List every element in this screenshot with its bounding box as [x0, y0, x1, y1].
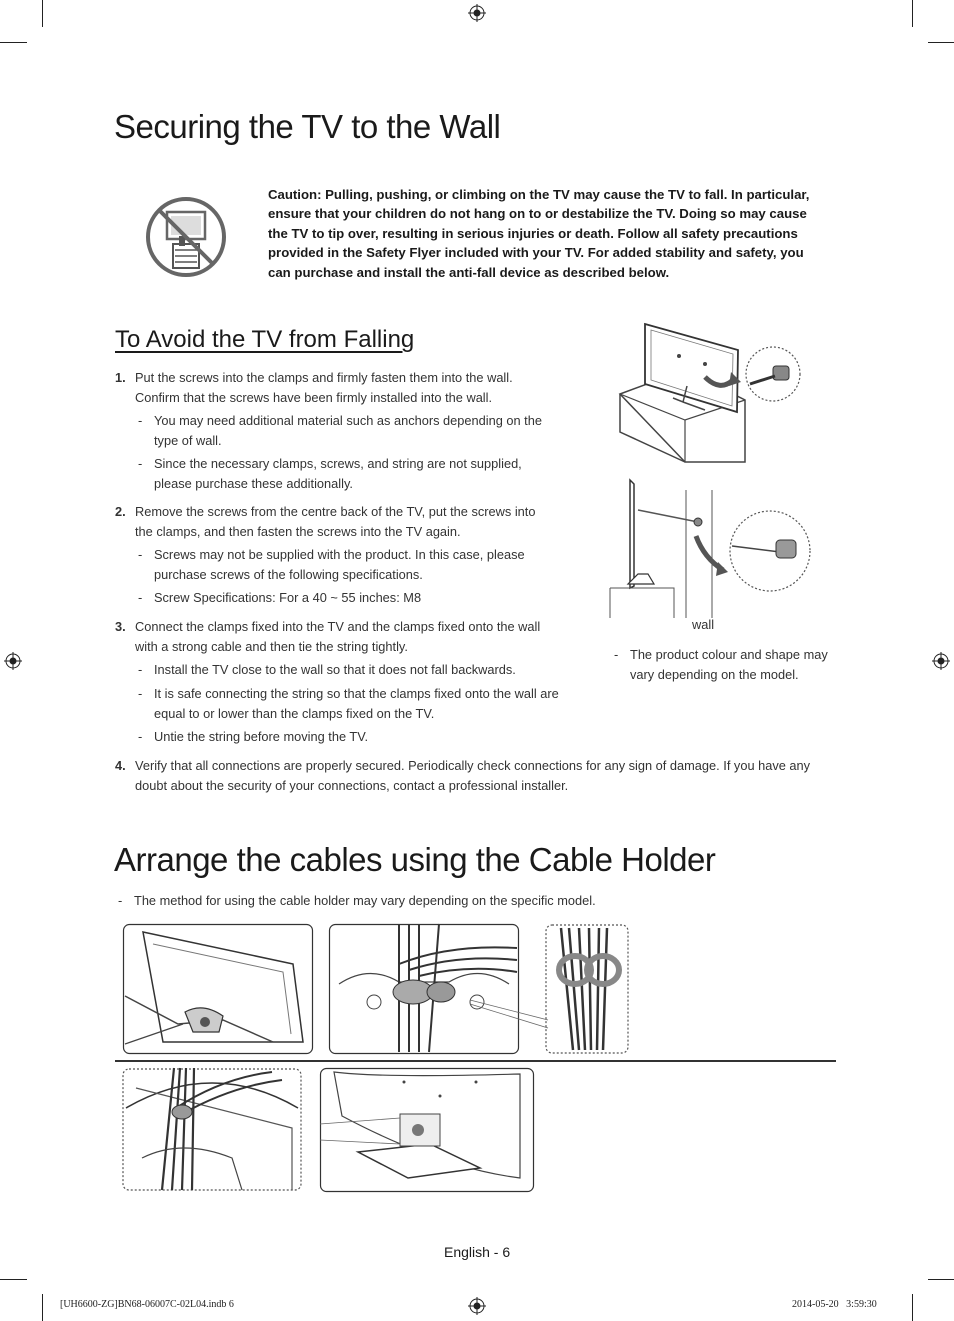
step-note: - Screw Specifications: For a 40 ~ 55 inches: M8: [138, 590, 422, 605]
registration-mark-icon: [4, 652, 22, 670]
cable-routing-back-illustration: [122, 1068, 302, 1191]
crop-mark: [42, 1294, 43, 1321]
step-text-line: the clamps, and then fasten the screws into the TV again.: [135, 523, 461, 539]
step-text-line: Confirm that the screws have been firmly installed into the wall.: [135, 389, 493, 405]
figure-note: - The product colour and shape may vary depending on the model.: [614, 647, 828, 682]
crop-mark: [0, 42, 27, 43]
cable-clip-closeup-illustration: [329, 924, 519, 1054]
step-text-line: doubt about the security of your connections, contact a professional installer.: [135, 777, 569, 793]
crop-mark: [928, 1279, 954, 1280]
step-number: 2.: [115, 504, 126, 519]
step-note: - It is safe connecting the string so that the clamps fixed onto the wall are equal to or lower than the clamps fixed on the TV.: [138, 686, 559, 721]
step-text-line: Remove the screws from the centre back of the TV, put the screws into: [135, 504, 536, 519]
crop-mark: [928, 42, 954, 43]
section-title-securing: Securing the TV to the Wall: [114, 108, 501, 145]
step-number: 1.: [115, 370, 126, 385]
caution-text: Caution: Pulling, pushing, or climbing on the TV may cause the TV to fall. In particular, ensure that your children do not hang on to or destabilize the TV. Doing so may cause the TV to tip over, resulting in serious injuries or death. Follow all safety precautions provided in the Safety Flyer included with your TV. For added stability and safety, you can purchase and install the anti-fall device as described below.: [268, 187, 810, 280]
registration-mark-icon: [468, 1297, 486, 1315]
registration-mark-icon: [468, 4, 486, 22]
page-number: English - 6: [444, 1244, 511, 1260]
step-note: - Install the TV close to the wall so that it does not fall backwards.: [138, 662, 516, 677]
tv-on-cabinet-illustration: [615, 322, 805, 462]
step-note: - Untie the string before moving the TV.: [138, 729, 369, 744]
divider-line: [115, 1060, 836, 1062]
tv-front-stand-illustration: [320, 1068, 534, 1192]
step-text-line: Put the screws into the clamps and firmly fasten them into the wall.: [135, 370, 513, 385]
section-title-cable-holder: Arrange the cables using the Cable Holder: [114, 841, 716, 878]
section-title-avoid-falling: To Avoid the TV from Falling: [115, 326, 415, 353]
crop-mark: [912, 1294, 913, 1321]
step-text-line: Verify that all connections are properly secured. Periodically check connections for any sign of damage. If you have any: [135, 758, 811, 773]
step-number: 4.: [115, 758, 126, 773]
date-info: 2014-05-20 3:59:30: [792, 1299, 877, 1310]
crop-mark: [42, 0, 43, 27]
step-text-line: Connect the clamps fixed into the TV and the clamps fixed onto the wall: [135, 619, 541, 634]
no-climbing-warning-icon: [145, 196, 227, 278]
cable-bundle-closeup-illustration: [545, 924, 629, 1054]
wall-label: wall: [692, 617, 715, 632]
step-note: - Screws may not be supplied with the product. In this case, please purchase screws of the following specifications.: [138, 547, 525, 582]
cable-holder-note: - The method for using the cable holder may vary depending on the specific model.: [118, 893, 596, 908]
crop-mark: [0, 1279, 27, 1280]
registration-mark-icon: [932, 652, 950, 670]
step-text-line: with a strong cable and then tie the string tightly.: [135, 638, 408, 654]
tv-to-wall-illustration: [608, 478, 813, 628]
crop-mark: [912, 0, 913, 27]
step-number: 3.: [115, 619, 126, 634]
step-note: - You may need additional material such as anchors depending on the type of wall.: [138, 413, 542, 448]
leader-line: [470, 1000, 550, 1030]
tv-back-stand-illustration: [123, 924, 313, 1054]
step-note: - Since the necessary clamps, screws, and string are not supplied, please purchase these additionally.: [138, 456, 522, 491]
file-info: [UH6600-ZG]BN68-06007C-02L04.indb 6: [60, 1299, 234, 1310]
